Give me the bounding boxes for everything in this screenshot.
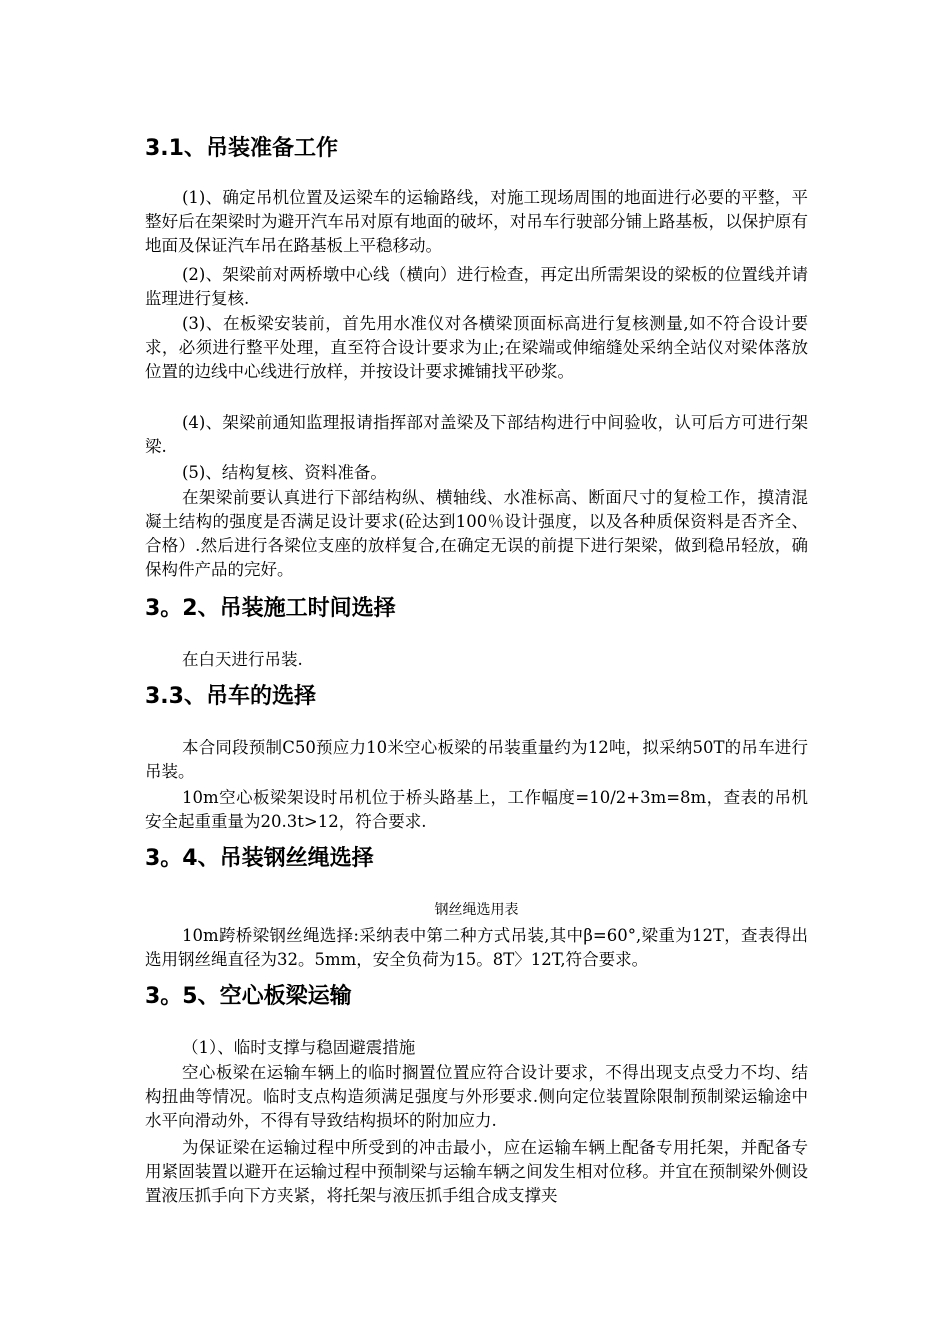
table-caption: 钢丝绳选用表	[434, 902, 519, 918]
paragraph: (1)、确定吊机位置及运梁车的运输路线，对施工现场周围的地面进行必要的平整，平整好后在架梁时为避开汽车吊对原有地面的破坏，对吊车行驶部分铺上路基板，以保护原有地面及保证汽车吊在路基板上平稳移动。	[145, 188, 808, 255]
section-heading-3-3: 3.3、吊车的选择	[145, 684, 316, 709]
section-heading-3-4: 3。4、吊装钢丝绳选择	[145, 846, 374, 871]
paragraph: 10m空心板梁架设时吊机位于桥头路基上，工作幅度=10/2+3m=8m，查表的吊机安全起重重量为20.3t>12，符合要求.	[145, 788, 808, 831]
paragraph: 在架梁前要认真进行下部结构纵、横轴线、水准标高、断面尺寸的复检工作，摸清混凝土结构的强度是否满足设计要求(砼达到100％设计强度，以及各种质保资料是否齐全、合格）.然后进行各梁位支座的放样复合,在确定无误的前提下进行架梁，做到稳吊轻放，确保构件产品的完好。	[145, 488, 808, 579]
paragraph: 本合同段预制C50预应力10米空心板梁的吊装重量约为12吨，拟采纳50T的吊车进行吊装。	[145, 738, 808, 781]
paragraph: 10m跨桥梁钢丝绳选择:采纳表中第二种方式吊装,其中β=60°,梁重为12T，查表得出选用钢丝绳直径为32。5mm，安全负荷为15。8T〉12T,符合要求。	[145, 926, 808, 969]
paragraph: 为保证梁在运输过程中所受到的冲击最小，应在运输车辆上配备专用托架，并配备专用紧固装置以避开在运输过程中预制梁与运输车辆之间发生相对位移。并宜在预制梁外侧设置液压抓手向下方夹紧，将托架与液压抓手组合成支撑夹	[145, 1138, 808, 1205]
section-heading-3-1: 3.1、吊装准备工作	[145, 136, 338, 161]
section-heading-3-2: 3。2、吊装施工时间选择	[145, 596, 396, 621]
paragraph: 在白天进行吊装.	[182, 650, 303, 669]
paragraph: (3)、在板梁安装前，首先用水准仪对各横梁顶面标高进行复核测量,如不符合设计要求，必须进行整平处理，直至符合设计要求为止;在梁端或伸缩缝处采纳全站仪对梁体落放位置的边线中心线进行放样，并按设计要求摊铺找平砂浆。	[145, 314, 808, 381]
paragraph: （1）、临时支撑与稳固避震措施	[182, 1038, 416, 1057]
paragraph: (4)、架梁前通知监理报请指挥部对盖梁及下部结构进行中间验收，认可后方可进行架梁.	[145, 413, 808, 456]
section-heading-3-5: 3。5、空心板梁运输	[145, 984, 352, 1009]
paragraph: (5)、结构复核、资料准备。	[182, 463, 387, 482]
paragraph: 空心板梁在运输车辆上的临时搁置位置应符合设计要求，不得出现支点受力不均、结构扭曲等情况。临时支点构造须满足强度与外形要求.侧向定位装置除限制预制梁运输途中水平向滑动外，不得有导致结构损坏的附加应力.	[145, 1063, 808, 1130]
paragraph: (2)、架梁前对两桥墩中心线（横向）进行检查，再定出所需架设的梁板的位置线并请监理进行复核.	[145, 265, 808, 308]
